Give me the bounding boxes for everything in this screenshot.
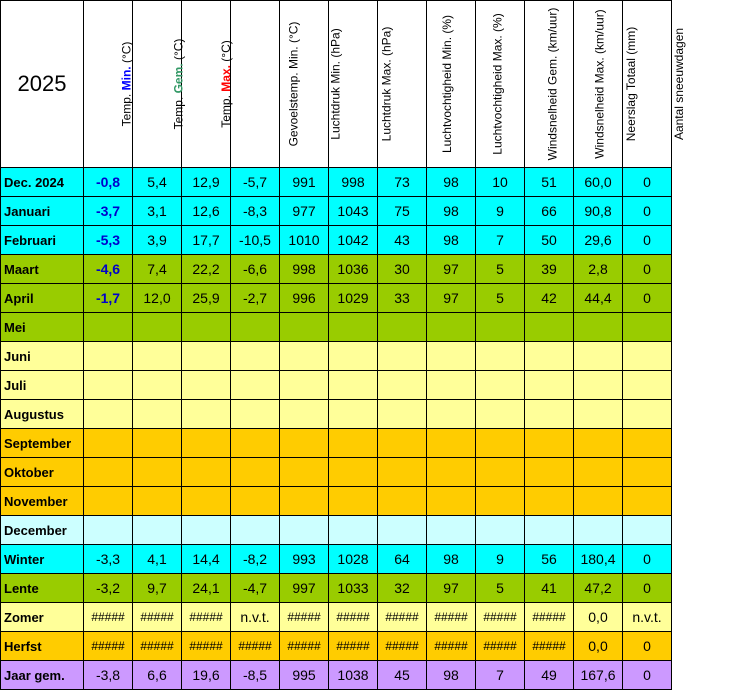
table-cell (476, 458, 525, 487)
table-cell: 51 (525, 168, 574, 197)
table-cell: 0,0 (574, 603, 623, 632)
table-cell (182, 342, 231, 371)
table-cell (133, 342, 182, 371)
table-cell (476, 342, 525, 371)
table-cell (574, 516, 623, 545)
table-cell: -3,8 (84, 661, 133, 690)
table-cell: 9,7 (133, 574, 182, 603)
table-cell: 5 (476, 255, 525, 284)
table-cell: 97 (427, 284, 476, 313)
table-cell: 56 (525, 545, 574, 574)
table-cell: 1042 (329, 226, 378, 255)
table-cell (182, 313, 231, 342)
row-label: Oktober (1, 458, 84, 487)
table-cell: 22,2 (182, 255, 231, 284)
table-cell (427, 371, 476, 400)
table-cell: 12,0 (133, 284, 182, 313)
row-label: April (1, 284, 84, 313)
table-cell: 0 (623, 661, 672, 690)
table-cell (231, 516, 280, 545)
table-cell: n.v.t. (623, 603, 672, 632)
table-cell (182, 458, 231, 487)
table-cell (133, 516, 182, 545)
table-cell: 3,1 (133, 197, 182, 226)
column-header: Neerslag Totaal (mm) (574, 1, 623, 168)
column-header: Luchtvochtigheid Max. (%) (427, 1, 476, 168)
table-cell (280, 371, 329, 400)
table-cell (525, 313, 574, 342)
table-cell (231, 400, 280, 429)
table-cell (476, 313, 525, 342)
table-cell: 1036 (329, 255, 378, 284)
table-cell: 30 (378, 255, 427, 284)
table-cell (623, 487, 672, 516)
table-cell (574, 458, 623, 487)
table-cell (525, 429, 574, 458)
table-cell (427, 313, 476, 342)
table-cell: -4,6 (84, 255, 133, 284)
table-cell (574, 313, 623, 342)
table-row (1, 168, 672, 197)
table-cell: ##### (133, 603, 182, 632)
table-cell (525, 371, 574, 400)
table-cell (427, 342, 476, 371)
table-cell (329, 516, 378, 545)
table-cell (525, 487, 574, 516)
table-cell: 997 (280, 574, 329, 603)
table-cell (133, 400, 182, 429)
table-cell: ##### (133, 632, 182, 661)
table-cell (574, 342, 623, 371)
row-label: Zomer (1, 603, 84, 632)
table-cell (280, 313, 329, 342)
table-cell (476, 429, 525, 458)
table-cell: 66 (525, 197, 574, 226)
table-cell: 5 (476, 574, 525, 603)
table-cell: ##### (182, 632, 231, 661)
table-cell: -1,7 (84, 284, 133, 313)
column-header: Temp. Max. (°C) (182, 1, 231, 168)
table-cell: 24,1 (182, 574, 231, 603)
table-cell: ##### (84, 603, 133, 632)
table-row (1, 197, 672, 226)
row-label: Lente (1, 574, 84, 603)
table-cell: 5 (476, 284, 525, 313)
table-row (1, 342, 672, 371)
table-cell: 167,6 (574, 661, 623, 690)
table-cell: 7 (476, 661, 525, 690)
column-header: Aantal sneeuwdagen (623, 1, 672, 168)
table-cell (378, 516, 427, 545)
table-cell: 0 (623, 226, 672, 255)
table-cell (623, 371, 672, 400)
table-cell: 73 (378, 168, 427, 197)
table-cell: 25,9 (182, 284, 231, 313)
table-cell (84, 487, 133, 516)
table-cell (280, 400, 329, 429)
table-cell: 42 (525, 284, 574, 313)
table-cell: 1038 (329, 661, 378, 690)
table-cell: -8,3 (231, 197, 280, 226)
table-cell (623, 429, 672, 458)
table-cell: ##### (378, 632, 427, 661)
column-header: Luchtdruk Min. (hPa) (280, 1, 329, 168)
table-cell: 45 (378, 661, 427, 690)
table-cell (427, 516, 476, 545)
table-cell (574, 371, 623, 400)
row-label: Maart (1, 255, 84, 284)
table-row (1, 661, 672, 690)
table-cell (329, 458, 378, 487)
table-row (1, 632, 672, 661)
table-row (1, 313, 672, 342)
table-cell (378, 487, 427, 516)
table-cell: -4,7 (231, 574, 280, 603)
table-cell (378, 400, 427, 429)
table-row (1, 371, 672, 400)
table-cell (329, 429, 378, 458)
table-cell (525, 458, 574, 487)
table-cell: 0 (623, 632, 672, 661)
column-header: Luchtvochtigheid Min. (%) (378, 1, 427, 168)
table-cell: 98 (427, 661, 476, 690)
table-cell: -8,5 (231, 661, 280, 690)
table-cell (525, 400, 574, 429)
table-cell: 991 (280, 168, 329, 197)
table-cell: 41 (525, 574, 574, 603)
table-cell (427, 429, 476, 458)
table-cell (476, 516, 525, 545)
table-cell: -2,7 (231, 284, 280, 313)
row-label: Jaar gem. (1, 661, 84, 690)
table-cell (133, 458, 182, 487)
table-cell (133, 429, 182, 458)
table-cell (231, 313, 280, 342)
table-cell: 995 (280, 661, 329, 690)
table-cell: ##### (427, 632, 476, 661)
table-cell (574, 487, 623, 516)
table-cell (525, 342, 574, 371)
table-cell (280, 516, 329, 545)
table-cell: ##### (231, 632, 280, 661)
table-cell: 17,7 (182, 226, 231, 255)
table-row (1, 284, 672, 313)
table-cell: 996 (280, 284, 329, 313)
table-cell (84, 429, 133, 458)
table-cell (182, 429, 231, 458)
table-cell (329, 342, 378, 371)
table-cell (476, 487, 525, 516)
table-cell: 998 (280, 255, 329, 284)
table-cell (133, 313, 182, 342)
table-cell: 977 (280, 197, 329, 226)
table-cell: 0 (623, 255, 672, 284)
row-label: December (1, 516, 84, 545)
table-cell (182, 371, 231, 400)
table-cell: 43 (378, 226, 427, 255)
table-cell: 0 (623, 545, 672, 574)
table-cell (231, 342, 280, 371)
column-header: Windsnelheid Gem. (km/uur) (476, 1, 525, 168)
column-header: Temp. Gem. (°C) (133, 1, 182, 168)
table-cell (182, 487, 231, 516)
table-cell (574, 429, 623, 458)
table-cell: -8,2 (231, 545, 280, 574)
table-cell: -5,7 (231, 168, 280, 197)
table-cell (427, 400, 476, 429)
table-cell: 14,4 (182, 545, 231, 574)
table-cell: 7 (476, 226, 525, 255)
table-cell (133, 487, 182, 516)
table-cell: 4,1 (133, 545, 182, 574)
table-cell: 1029 (329, 284, 378, 313)
table-cell (427, 458, 476, 487)
row-label: Mei (1, 313, 84, 342)
table-row (1, 400, 672, 429)
table-cell: ##### (525, 632, 574, 661)
table-cell (329, 487, 378, 516)
table-cell: 44,4 (574, 284, 623, 313)
table-cell (378, 371, 427, 400)
table-cell: ##### (280, 632, 329, 661)
table-cell: 998 (329, 168, 378, 197)
table-cell (574, 400, 623, 429)
table-cell (329, 400, 378, 429)
table-row (1, 226, 672, 255)
table-cell: ##### (329, 632, 378, 661)
table-cell: -6,6 (231, 255, 280, 284)
table-row (1, 255, 672, 284)
table-cell: 98 (427, 226, 476, 255)
table-cell (231, 458, 280, 487)
table-cell: 75 (378, 197, 427, 226)
table-cell: 9 (476, 545, 525, 574)
table-cell: ##### (427, 603, 476, 632)
row-label: Augustus (1, 400, 84, 429)
table-cell: 64 (378, 545, 427, 574)
table-cell: ##### (182, 603, 231, 632)
table-cell: -5,3 (84, 226, 133, 255)
table-cell (329, 371, 378, 400)
table-cell: 993 (280, 545, 329, 574)
table-cell: 98 (427, 168, 476, 197)
table-cell: 1028 (329, 545, 378, 574)
table-cell (231, 429, 280, 458)
table-row (1, 574, 672, 603)
table-row (1, 603, 672, 632)
table-cell (84, 342, 133, 371)
table-cell: 90,8 (574, 197, 623, 226)
table-cell (231, 487, 280, 516)
table-cell: 2,8 (574, 255, 623, 284)
table-body (1, 168, 672, 690)
table-row (1, 429, 672, 458)
table-cell: 7,4 (133, 255, 182, 284)
table-cell: 39 (525, 255, 574, 284)
table-cell: 49 (525, 661, 574, 690)
table-cell (378, 429, 427, 458)
table-cell: ##### (476, 632, 525, 661)
table-cell (623, 458, 672, 487)
table-cell: 9 (476, 197, 525, 226)
table-cell (623, 400, 672, 429)
table-cell (231, 371, 280, 400)
row-label: Dec. 2024 (1, 168, 84, 197)
table-cell (280, 342, 329, 371)
table-cell: -0,8 (84, 168, 133, 197)
column-header: Gevoelstemp. Min. (°C) (231, 1, 280, 168)
table-cell (378, 342, 427, 371)
table-cell (280, 429, 329, 458)
table-cell (84, 400, 133, 429)
table-row (1, 516, 672, 545)
table-row (1, 545, 672, 574)
table-cell: 33 (378, 284, 427, 313)
table-cell (133, 371, 182, 400)
column-header: Temp. Min. (°C) (84, 1, 133, 168)
table-cell: 3,9 (133, 226, 182, 255)
table-row (1, 458, 672, 487)
table-cell (280, 458, 329, 487)
row-label: Juni (1, 342, 84, 371)
row-label: Herfst (1, 632, 84, 661)
table-cell: 12,6 (182, 197, 231, 226)
table-cell: 0 (623, 574, 672, 603)
table-cell (84, 516, 133, 545)
table-cell: 1033 (329, 574, 378, 603)
table-cell: 0 (623, 168, 672, 197)
table-cell (378, 313, 427, 342)
header-row (1, 1, 672, 168)
row-label: September (1, 429, 84, 458)
table-cell (84, 313, 133, 342)
table-cell: ##### (280, 603, 329, 632)
year-title: 2025 (1, 1, 84, 168)
table-cell: 180,4 (574, 545, 623, 574)
table-cell (378, 458, 427, 487)
table-cell (427, 487, 476, 516)
table-cell: 0,0 (574, 632, 623, 661)
table-cell (84, 371, 133, 400)
table-cell: 47,2 (574, 574, 623, 603)
table-cell: 60,0 (574, 168, 623, 197)
table-cell (84, 458, 133, 487)
table-cell (182, 400, 231, 429)
row-label: Februari (1, 226, 84, 255)
table-cell: 1010 (280, 226, 329, 255)
table-cell: ##### (476, 603, 525, 632)
table-cell (623, 516, 672, 545)
table-cell: 19,6 (182, 661, 231, 690)
table-cell: 98 (427, 545, 476, 574)
table-cell: 10 (476, 168, 525, 197)
table-cell: 0 (623, 197, 672, 226)
table-cell: 29,6 (574, 226, 623, 255)
table-cell (623, 313, 672, 342)
column-header: Windsnelheid Max. (km/uur) (525, 1, 574, 168)
row-label: Juli (1, 371, 84, 400)
table-cell (182, 516, 231, 545)
table-cell: -10,5 (231, 226, 280, 255)
table-cell: n.v.t. (231, 603, 280, 632)
table-cell: 50 (525, 226, 574, 255)
table-cell: 1043 (329, 197, 378, 226)
table-cell: -3,3 (84, 545, 133, 574)
table-cell (476, 371, 525, 400)
row-label: November (1, 487, 84, 516)
table-cell (623, 342, 672, 371)
table-cell: 97 (427, 255, 476, 284)
table-cell: 97 (427, 574, 476, 603)
table-cell: 32 (378, 574, 427, 603)
table-cell: ##### (525, 603, 574, 632)
table-cell (525, 516, 574, 545)
table-cell: ##### (84, 632, 133, 661)
table-cell: 0 (623, 284, 672, 313)
table-cell (476, 400, 525, 429)
table-cell: -3,2 (84, 574, 133, 603)
row-label: Januari (1, 197, 84, 226)
table-cell: ##### (378, 603, 427, 632)
table-cell: 12,9 (182, 168, 231, 197)
table-row (1, 487, 672, 516)
table-cell: 6,6 (133, 661, 182, 690)
table-cell (329, 313, 378, 342)
table-cell: 98 (427, 197, 476, 226)
column-header: Luchtdruk Max. (hPa) (329, 1, 378, 168)
table-cell (280, 487, 329, 516)
row-label: Winter (1, 545, 84, 574)
table-cell: 5,4 (133, 168, 182, 197)
table-cell: -3,7 (84, 197, 133, 226)
table-cell: ##### (329, 603, 378, 632)
